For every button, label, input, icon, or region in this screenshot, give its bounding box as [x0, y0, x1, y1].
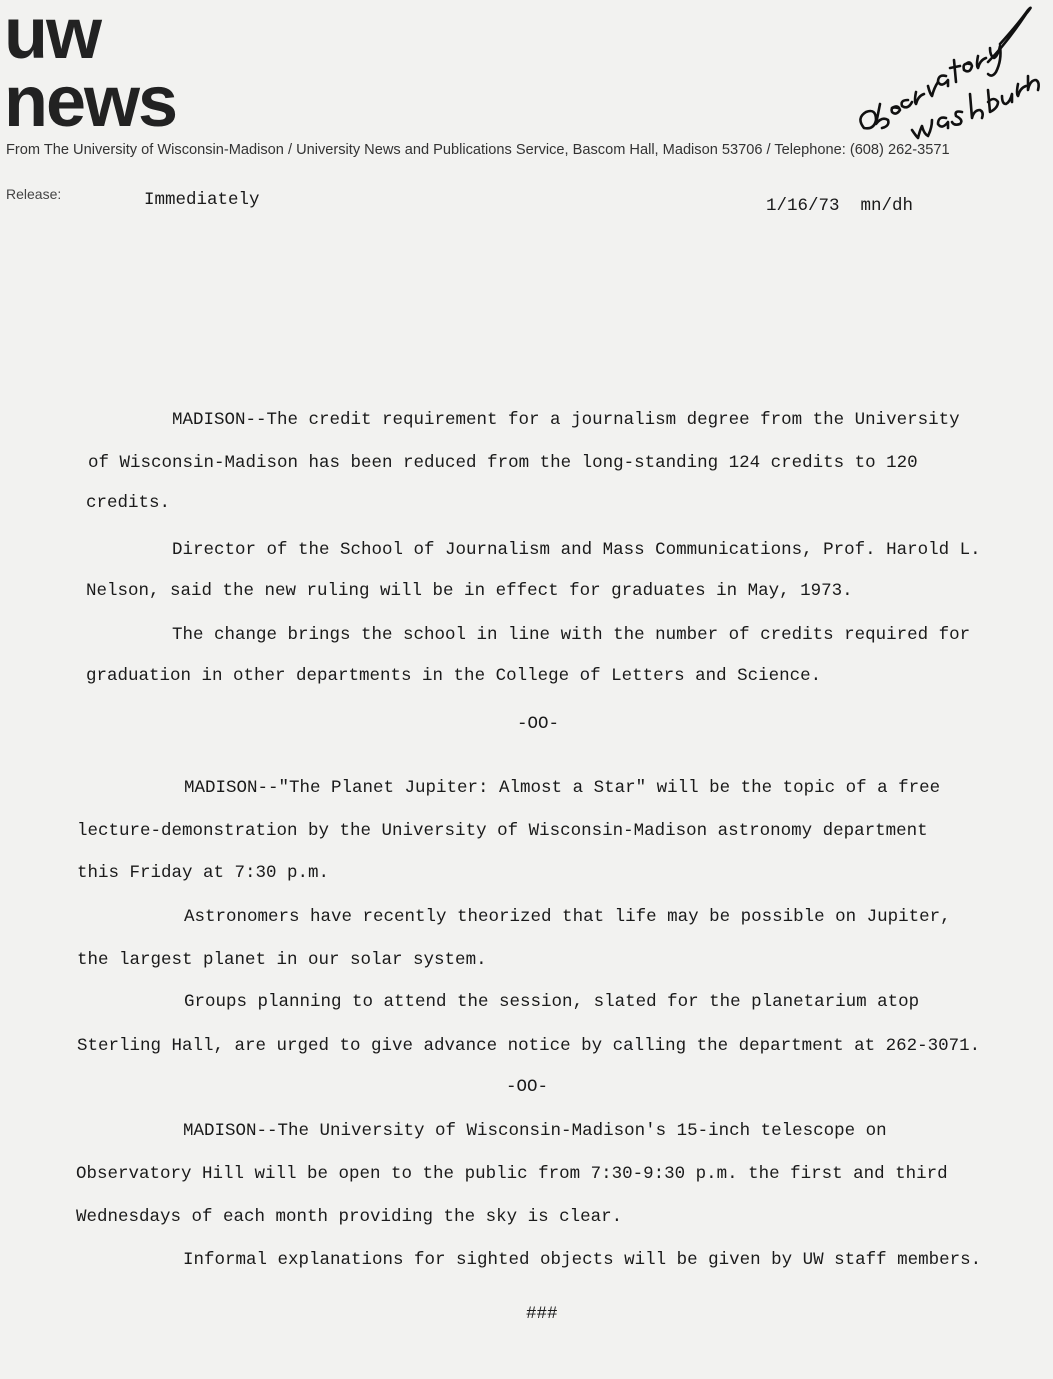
- story1-line-1: MADISON--The credit requirement for a journalism degree from the University: [172, 410, 960, 430]
- story1-line-6: The change brings the school in line with the number of credits required for: [172, 625, 971, 645]
- story3-line-4: Informal explanations for sighted objects will be given by UW staff members.: [183, 1250, 982, 1270]
- letterhead-address: From The University of Wisconsin-Madison / University News and Publications Service, Bascom Hall, Madison 53706 / Telephone: (608) 262-3571: [6, 142, 950, 158]
- logo-news: news: [4, 62, 177, 142]
- story2-line-4: Astronomers have recently theorized that life may be possible on Jupiter,: [184, 907, 951, 927]
- story1-line-5: Nelson, said the new ruling will be in effect for graduates in May, 1973.: [86, 581, 853, 601]
- story3-line-3: Wednesdays of each month providing the sky is clear.: [76, 1207, 623, 1227]
- end-mark: ###: [526, 1304, 558, 1324]
- handwritten-note: [850, 0, 1050, 150]
- story1-line-2: of Wisconsin-Madison has been reduced from the long-standing 124 credits to 120: [88, 453, 918, 473]
- story3-line-1: MADISON--The University of Wisconsin-Madison's 15-inch telescope on: [183, 1121, 887, 1141]
- separator-1: -OO-: [517, 714, 560, 734]
- story2-line-3: this Friday at 7:30 p.m.: [77, 863, 330, 883]
- story2-line-5: the largest planet in our solar system.: [77, 950, 487, 970]
- story1-line-4: Director of the School of Journalism and Mass Communications, Prof. Harold L.: [172, 540, 981, 560]
- separator-2: -OO-: [506, 1077, 549, 1097]
- story2-line-6: Groups planning to attend the session, slated for the planetarium atop: [184, 992, 920, 1012]
- story3-line-2: Observatory Hill will be open to the public from 7:30-9:30 p.m. the first and third: [76, 1164, 948, 1184]
- story2-line-7: Sterling Hall, are urged to give advance notice by calling the department at 262-3071.: [77, 1036, 981, 1056]
- logo-uw: uw: [4, 0, 100, 74]
- story1-line-7: graduation in other departments in the College of Letters and Science.: [86, 666, 822, 686]
- story2-line-2: lecture-demonstration by the University of Wisconsin-Madison astronomy department: [77, 821, 928, 841]
- release-label: Release:: [6, 186, 62, 202]
- story2-line-1: MADISON--"The Planet Jupiter: Almost a Star" will be the topic of a free: [184, 778, 941, 798]
- release-date-code: 1/16/73 mn/dh: [766, 196, 914, 216]
- release-value: Immediately: [144, 190, 260, 210]
- story1-line-3: credits.: [86, 493, 171, 513]
